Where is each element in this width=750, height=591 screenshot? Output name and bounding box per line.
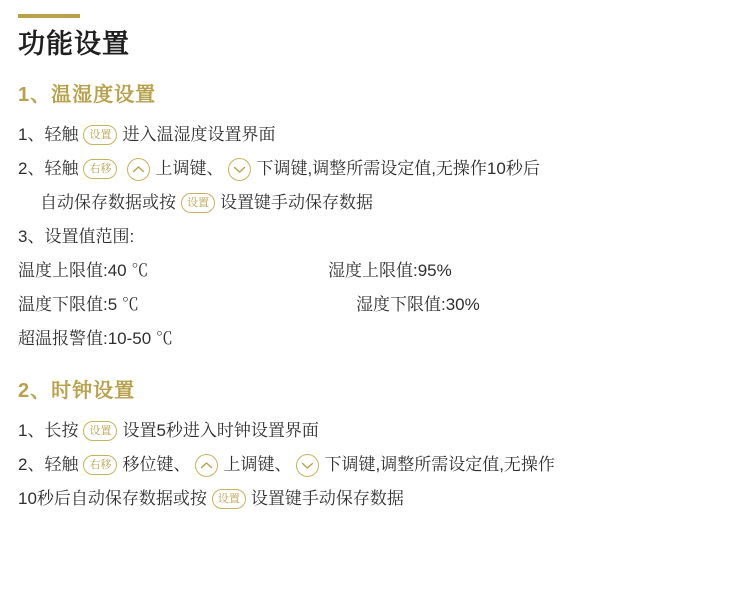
instruction-text: 3、设置值范围:: [18, 227, 135, 247]
clock-line-3: [18, 482, 732, 516]
range-row: [18, 254, 732, 288]
range-left-value: 超温报警值:10-50 ℃: [18, 329, 173, 349]
page-title: 功能设置: [18, 29, 130, 59]
instruction-text: 设置键手动保存数据: [220, 193, 373, 213]
clock-line-2: [18, 448, 732, 482]
set-key-chip: 设置: [83, 125, 117, 145]
instruction-text: 设置5秒进入时钟设置界面: [122, 421, 319, 441]
instruction-text: 2、轻触: [18, 455, 79, 475]
up-key-icon: [127, 158, 150, 181]
manual-page: [0, 14, 750, 591]
range-right-value: 湿度下限值:30%: [356, 295, 480, 315]
set-key-chip: 设置: [212, 489, 246, 509]
set-key-chip: 设置: [83, 421, 117, 441]
clock-line-1: [18, 414, 732, 448]
temp-humi-line-2b: [18, 186, 732, 220]
instruction-text: 设置键手动保存数据: [250, 489, 404, 509]
instruction-text: 下调键,调整所需设定值,无操作10秒后: [256, 159, 540, 179]
instruction-text: 下调键,调整所需设定值,无操作: [324, 455, 555, 475]
range-left-value: 温度上限值:40 ℃: [18, 261, 149, 281]
instruction-text: 自动保存数据或按: [40, 193, 176, 213]
range-row: [18, 288, 732, 322]
instruction-text: 进入温湿度设置界面: [122, 125, 276, 145]
instruction-text: 1、轻触: [18, 125, 79, 145]
set-key-chip: 设置: [181, 193, 215, 213]
shift-key-chip: 右移: [83, 455, 117, 475]
shift-key-chip: 右移: [83, 159, 117, 179]
down-key-icon: [296, 454, 319, 477]
down-key-icon: [228, 158, 251, 181]
section-heading: 1、温湿度设置: [18, 84, 157, 107]
instruction-text: 10秒后自动保存数据或按: [18, 489, 207, 509]
title-rule: [18, 14, 80, 18]
section-heading: 2、时钟设置: [18, 380, 136, 403]
temp-humi-line-1: [18, 118, 732, 152]
instruction-text: 2、轻触: [18, 159, 79, 179]
range-left-value: 温度下限值:5 ℃: [18, 295, 139, 315]
temp-humi-line-2: [18, 152, 732, 186]
temp-humi-line-3: [18, 220, 732, 254]
up-key-icon: [195, 454, 218, 477]
instruction-text: 移位键、: [122, 455, 191, 475]
instruction-text: 上调键、: [223, 455, 292, 475]
instruction-text: 1、长按: [18, 421, 79, 441]
instruction-text: 上调键、: [155, 159, 224, 179]
range-row: [18, 322, 732, 356]
sections-container: [18, 82, 732, 516]
range-right-value: 湿度上限值:95%: [328, 261, 452, 281]
